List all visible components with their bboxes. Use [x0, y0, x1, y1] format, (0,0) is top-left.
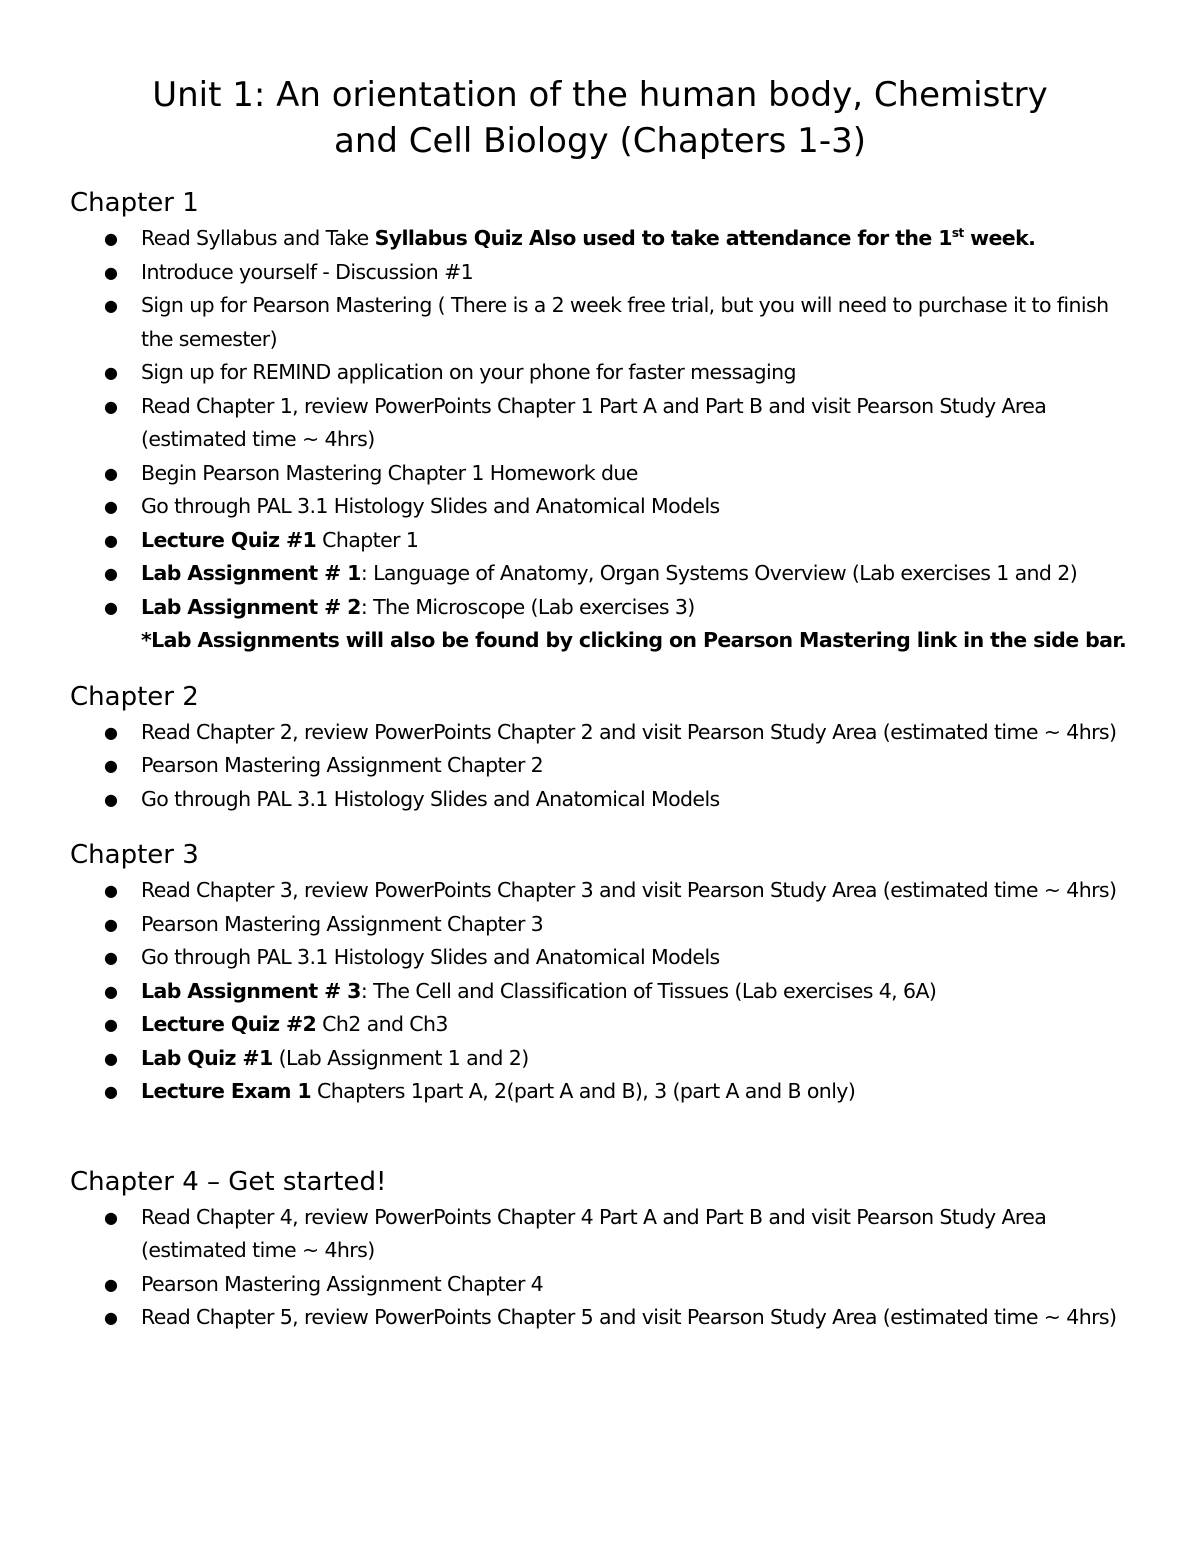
- bullet-icon: ●: [104, 396, 118, 416]
- bullet-icon: ●: [104, 1274, 118, 1294]
- list-item: ● Read Chapter 4, review PowerPoints Chapter 4 Part A and Part B and visit Pearson Study Area (estimated time ~ 4hrs): [141, 1201, 1130, 1268]
- chapter-4-section: [70, 1165, 1130, 1335]
- list-item: ● Go through PAL 3.1 Histology Slides and Anatomical Models: [141, 941, 1130, 975]
- bullet-icon: ●: [104, 262, 118, 282]
- list-item: ● Lab Assignment # 1: Language of Anatomy, Organ Systems Overview (Lab exercises 1 and 2): [141, 557, 1130, 591]
- chapter-2-list: [70, 716, 1130, 817]
- chapter-4-heading: Chapter 4 – Get started!: [70, 1166, 387, 1197]
- list-item: ● Lecture Quiz #1 Chapter 1: [141, 524, 1130, 558]
- chapter-1-list: [70, 222, 1130, 658]
- bullet-icon: ●: [104, 1207, 118, 1227]
- chapter-2-heading: Chapter 2: [70, 681, 199, 712]
- bullet-icon: ●: [104, 722, 118, 742]
- list-item: ● Read Chapter 1, review PowerPoints Chapter 1 Part A and Part B and visit Pearson Study Area (estimated time ~ 4hrs): [141, 390, 1130, 457]
- bullet-icon: ●: [104, 363, 118, 382]
- list-item: ● Read Chapter 5, review PowerPoints Chapter 5 and visit Pearson Study Area (estimated time ~ 4hrs): [141, 1301, 1130, 1335]
- bullet-icon: ●: [104, 948, 118, 967]
- chapter-1-heading: Chapter 1: [70, 188, 199, 218]
- list-item: ● Read Chapter 3, review PowerPoints Chapter 3 and visit Pearson Study Area (estimated time ~ 4hrs): [141, 874, 1130, 908]
- list-item: ● Lecture Quiz #2 Ch2 and Ch3: [141, 1008, 1130, 1042]
- list-item: ● Begin Pearson Mastering Chapter 1 Homework due: [141, 457, 1130, 491]
- list-item: ● Lab Assignment # 2: The Microscope (Lab exercises 3) *Lab Assignments will also be found by clicking on Pearson Mastering link in the side bar.: [141, 591, 1130, 658]
- bullet-icon: ●: [104, 1048, 118, 1068]
- list-item: ● Pearson Mastering Assignment Chapter 4: [141, 1268, 1130, 1302]
- chapter-3-list: [70, 874, 1130, 1109]
- bullet-icon: ●: [104, 564, 118, 583]
- list-item: ● Lab Quiz #1 (Lab Assignment 1 and 2): [141, 1042, 1130, 1076]
- bullet-icon: ●: [104, 296, 118, 315]
- bullet-icon: ●: [104, 530, 118, 550]
- lab-assignments-note: *Lab Assignments will also be found by clicking on Pearson Mastering link in the side bar.: [141, 628, 1127, 652]
- list-item: ● Go through PAL 3.1 Histology Slides and Anatomical Models: [141, 783, 1130, 817]
- chapter-3-section: [70, 838, 1130, 1109]
- list-item: ● Introduce yourself - Discussion #1: [141, 256, 1130, 290]
- list-item: ● Pearson Mastering Assignment Chapter 3: [141, 908, 1130, 942]
- bullet-icon: ●: [104, 1082, 118, 1101]
- bullet-icon: ●: [104, 914, 118, 934]
- page-title: [70, 72, 1130, 164]
- chapter-2-section: [70, 680, 1130, 817]
- bullet-icon: ●: [104, 597, 118, 617]
- bullet-icon: ●: [104, 789, 118, 809]
- bullet-icon: ●: [104, 229, 118, 248]
- title-line-2: and Cell Biology (Chapters 1-3): [334, 121, 866, 161]
- list-item: ● Sign up for REMIND application on your phone for faster messaging: [141, 356, 1130, 390]
- bullet-icon: ●: [104, 1308, 118, 1327]
- bullet-icon: ●: [104, 497, 118, 516]
- list-item: ● Pearson Mastering Assignment Chapter 2: [141, 749, 1130, 783]
- chapter-4-list: [70, 1201, 1130, 1335]
- title-line-1: Unit 1: An orientation of the human body, Chemistry: [152, 75, 1048, 115]
- list-item: ● Read Syllabus and Take Syllabus Quiz Also used to take attendance for the 1st week.: [141, 222, 1130, 256]
- bullet-icon: ●: [104, 881, 118, 900]
- bullet-icon: ●: [104, 463, 118, 483]
- chapter-3-heading: Chapter 3: [70, 840, 199, 870]
- list-item: ● Go through PAL 3.1 Histology Slides and Anatomical Models: [141, 490, 1130, 524]
- bullet-icon: ●: [104, 1015, 118, 1034]
- list-item: ● Lecture Exam 1 Chapters 1part A, 2(part A and B), 3 (part A and B only): [141, 1075, 1130, 1109]
- list-item: ● Sign up for Pearson Mastering ( There is a 2 week free trial, but you will need to purchase it to finish the semester): [141, 289, 1130, 356]
- bullet-icon: ●: [104, 981, 118, 1001]
- bullet-icon: ●: [104, 756, 118, 775]
- chapter-1-section: [70, 186, 1130, 658]
- list-item: ● Lab Assignment # 3: The Cell and Classification of Tissues (Lab exercises 4, 6A): [141, 975, 1130, 1009]
- list-item: ● Read Chapter 2, review PowerPoints Chapter 2 and visit Pearson Study Area (estimated time ~ 4hrs): [141, 716, 1130, 750]
